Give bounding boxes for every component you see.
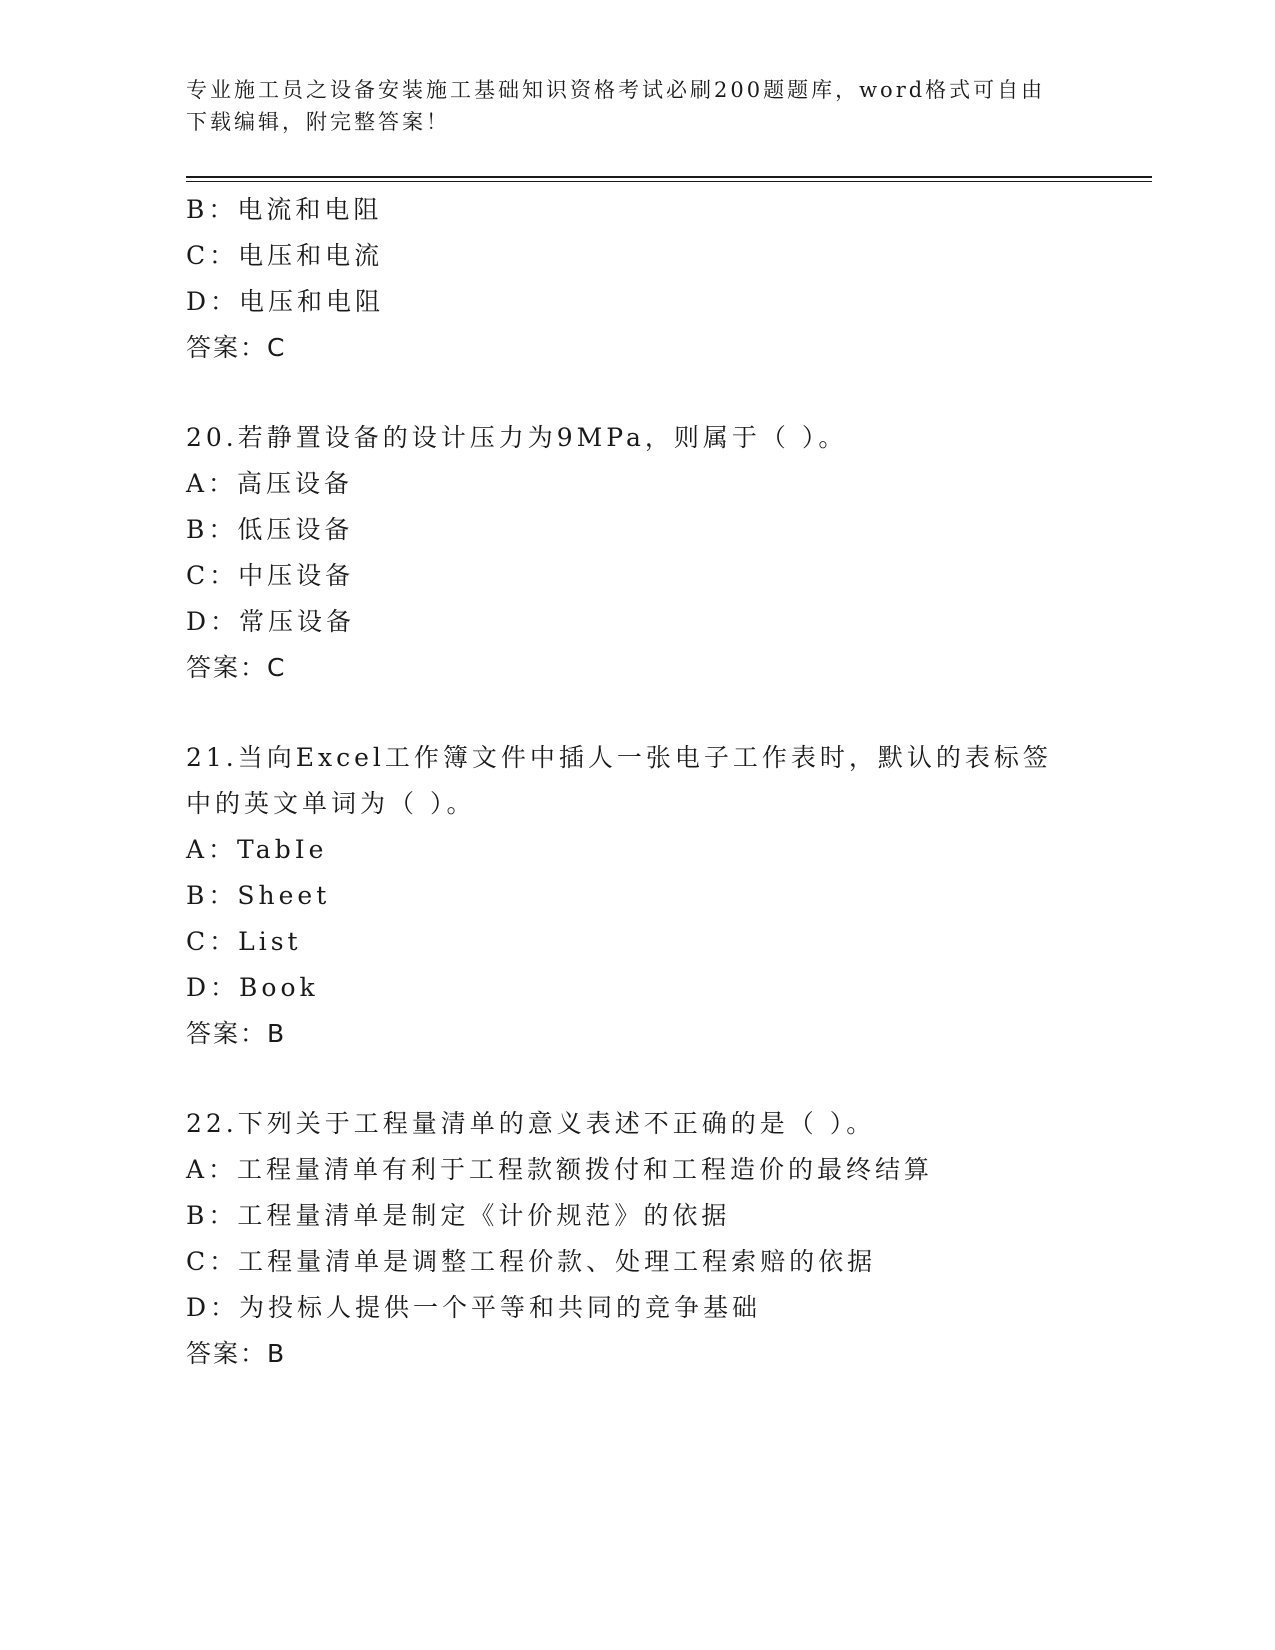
option-b: B：工程量清单是制定《计价规范》的依据 [186,1201,731,1230]
question-stem: 21.当向Excel工作簿文件中插人一张电子工作表时，默认的表标签中的英文单词为（ ）。 [186,743,1052,818]
answer-line: 答案：B [186,1019,287,1048]
option-c: C：List [186,927,302,956]
prev-question-block [186,187,1126,371]
option-d: D：电压和电阻 [186,287,385,316]
option-d: D：Book [186,973,319,1002]
option-c: C：工程量清单是调整工程价款、处理工程索赔的依据 [186,1247,877,1276]
header-divider-thin [186,181,1152,182]
answer-line: 答案：B [186,1339,287,1368]
option-c: C：中压设备 [186,561,355,590]
answer-line: 答案：C [186,333,287,362]
question-20 [186,415,1126,691]
option-b: B：低压设备 [186,515,354,544]
page-header: 专业施工员之设备安装施工基础知识资格考试必刷200题题库，word格式可自由下载编辑，附完整答案！ [186,78,1046,134]
question-21 [186,735,1126,1057]
answer-line: 答案：C [186,653,287,682]
option-a: A：高压设备 [186,469,354,498]
question-stem: 20.若静置设备的设计压力为9MPa，则属于（ ）。 [186,423,848,452]
question-stem: 22.下列关于工程量清单的意义表述不正确的是（ ）。 [186,1109,876,1138]
header-divider-thick [186,176,1152,178]
option-a: A：工程量清单有利于工程款额拨付和工程造价的最终结算 [186,1155,934,1184]
option-d: D：常压设备 [186,607,356,636]
option-b: B：电流和电阻 [186,195,383,224]
option-d: D：为投标人提供一个平等和共同的竞争基础 [186,1293,762,1322]
question-22 [186,1101,1126,1377]
question-content [186,187,1126,1377]
option-b: B：Sheet [186,881,331,910]
option-c: C：电压和电流 [186,241,384,270]
option-a: A：TabIe [186,835,328,864]
